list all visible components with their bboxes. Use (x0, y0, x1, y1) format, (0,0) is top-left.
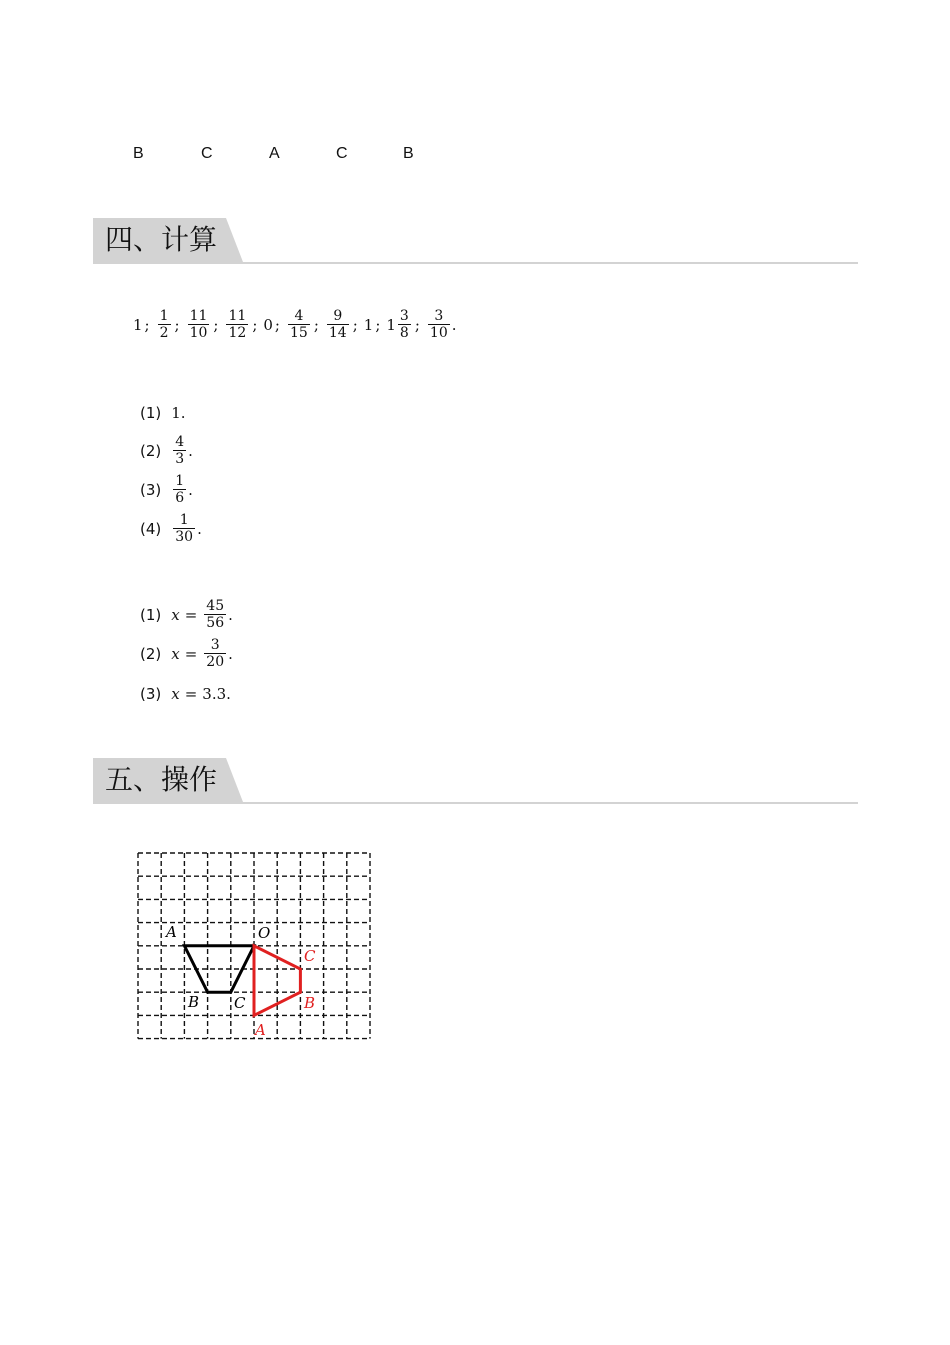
section-4-title: 四、计算 (105, 223, 218, 256)
denominator: 30 (175, 529, 194, 545)
rotation-grid-figure (130, 845, 380, 1045)
label-C-rotated: C (304, 947, 316, 965)
oral-answers-row (133, 308, 457, 341)
oral-answer-value: 1 (363, 315, 374, 334)
denominator: 8 (399, 325, 409, 341)
item-label: (1) (140, 404, 162, 422)
fraction (188, 308, 210, 341)
denominator: 10 (429, 325, 448, 341)
calc-answer-row (140, 434, 193, 467)
numerator: 4 (294, 308, 304, 324)
separator: ; (352, 315, 358, 334)
fraction (173, 434, 186, 467)
numerator: 1 (175, 473, 185, 489)
equation-answer-row (140, 598, 233, 631)
fraction (173, 512, 195, 545)
equals-sign: = (184, 685, 198, 703)
denominator: 3 (175, 451, 185, 467)
label-C: C (234, 994, 246, 1012)
denominator: 20 (206, 654, 225, 670)
period: . (451, 315, 457, 334)
period: . (197, 519, 202, 538)
oral-answer-value: 0 (263, 315, 273, 334)
numerator: 3 (399, 308, 409, 324)
denominator: 14 (328, 325, 347, 341)
variable-x: x (171, 685, 180, 703)
denominator: 56 (206, 615, 225, 631)
calc-answer-row (140, 512, 202, 545)
equals-sign: = (184, 605, 198, 624)
choice-answer-1: B (133, 145, 144, 162)
answer-value: 3.3 (202, 685, 227, 703)
fraction (226, 308, 248, 341)
separator: ; (274, 315, 280, 334)
separator: ; (313, 315, 319, 334)
denominator: 2 (159, 325, 169, 341)
fraction (204, 598, 226, 631)
rotated-trapezoid (254, 946, 300, 1016)
numerator: 1 (159, 308, 169, 324)
variable-x: x (171, 644, 180, 663)
period: . (188, 441, 193, 460)
item-label: (2) (140, 441, 162, 460)
denominator: 15 (289, 325, 308, 341)
label-A: A (166, 923, 177, 941)
variable-x: x (171, 605, 180, 624)
separator: ; (375, 315, 381, 334)
numerator: 11 (228, 308, 247, 324)
fraction (288, 308, 310, 341)
calc-answer-row (140, 473, 193, 506)
denominator: 6 (175, 490, 185, 506)
label-B: B (188, 993, 200, 1011)
denominator: 12 (228, 325, 247, 341)
section-4-header (93, 218, 858, 264)
fraction (398, 308, 411, 341)
period: . (228, 605, 233, 624)
section-5-header (93, 758, 858, 804)
mixed-whole: 1 (386, 315, 396, 334)
fraction (173, 473, 186, 506)
choice-answer-2: C (201, 145, 213, 162)
separator: ; (252, 315, 258, 334)
item-label: (1) (140, 605, 162, 624)
numerator: 1 (179, 512, 189, 528)
choice-answer-4: C (336, 145, 348, 162)
period: . (228, 644, 233, 663)
numerator: 11 (189, 308, 208, 324)
separator: ; (213, 315, 219, 334)
separator: ; (174, 315, 180, 334)
label-B-rotated: B (304, 994, 316, 1012)
fraction (204, 637, 226, 670)
label-A-rotated: A (255, 1021, 266, 1039)
section-5-title: 五、操作 (105, 763, 218, 796)
numerator: 4 (175, 434, 185, 450)
equals-sign: = (184, 644, 198, 663)
answer-value: 1 (171, 404, 181, 422)
oral-answer-value: 1 (133, 315, 143, 334)
item-label: (3) (140, 685, 162, 703)
choice-answer-5: B (403, 145, 414, 162)
label-O: O (258, 924, 271, 942)
item-label: (4) (140, 519, 162, 538)
fraction (158, 308, 171, 341)
numerator: 3 (434, 308, 444, 324)
period: . (180, 404, 186, 422)
choice-answer-3: A (269, 145, 280, 162)
fraction (327, 308, 349, 341)
calc-answer-row (140, 404, 186, 422)
item-label: (3) (140, 480, 162, 499)
equation-answer-row (140, 685, 231, 703)
item-label: (2) (140, 644, 162, 663)
period: . (226, 685, 231, 703)
separator: ; (144, 315, 150, 334)
fraction (428, 308, 450, 341)
separator: ; (414, 315, 420, 334)
numerator: 45 (206, 598, 225, 614)
numerator: 3 (210, 637, 220, 653)
numerator: 9 (333, 308, 343, 324)
period: . (188, 480, 193, 499)
equation-answer-row (140, 637, 233, 670)
denominator: 10 (189, 325, 208, 341)
